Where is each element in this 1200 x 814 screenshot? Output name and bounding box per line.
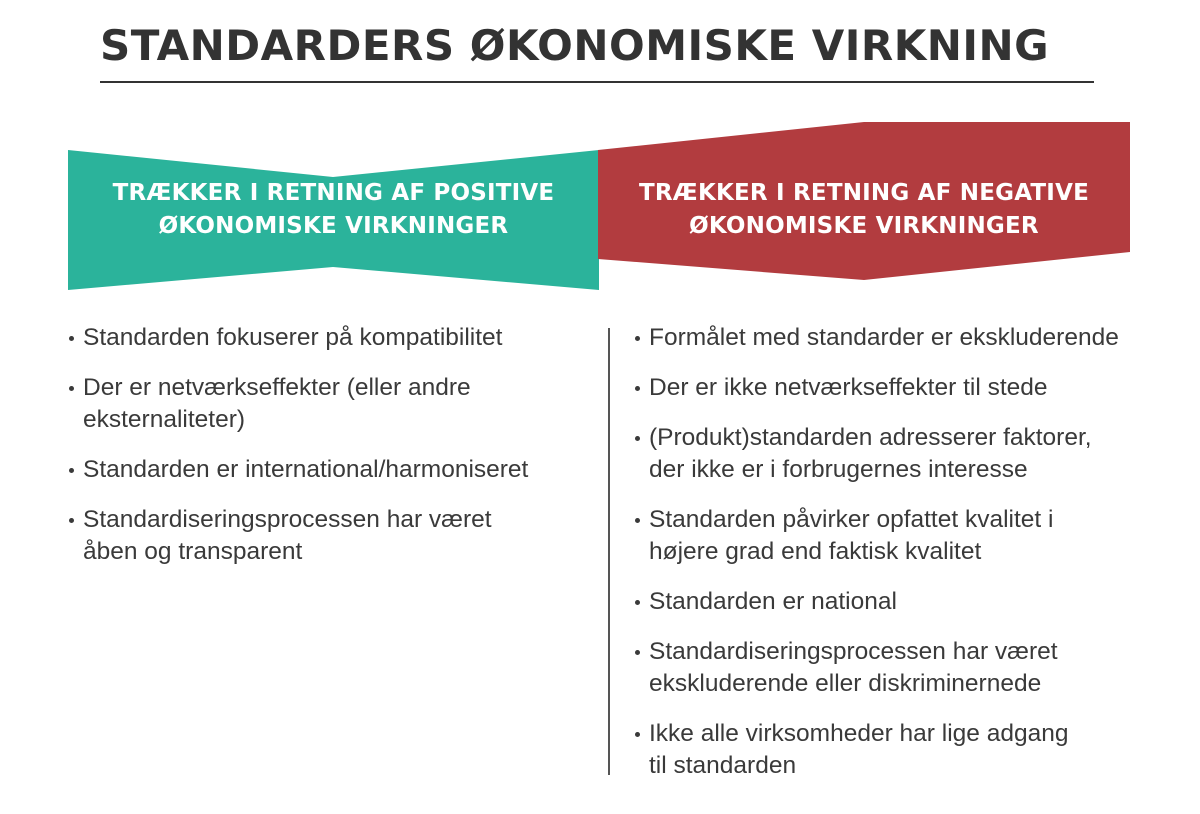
negative-list-item — [632, 422, 1172, 486]
positive-list-item — [66, 454, 596, 486]
negative-list-item — [632, 636, 1172, 700]
page-title: STANDARDERS ØKONOMISKE VIRKNING — [100, 21, 1050, 70]
negative-list — [632, 322, 1172, 800]
negative-list-item — [632, 586, 1172, 618]
positive-list — [66, 322, 596, 586]
positive-item-text: åben og transparent — [83, 538, 303, 565]
negative-item-text: Formålet med standarder er ekskluderende — [649, 324, 1119, 351]
column-divider — [608, 328, 610, 775]
negative-list-item — [632, 504, 1172, 568]
negative-item-text: (Produkt)standarden adresserer faktorer, — [649, 424, 1092, 451]
negative-item-text: højere grad end faktisk kvalitet — [649, 538, 982, 565]
positive-list-item — [66, 504, 596, 568]
positive-item-text: eksternaliteter) — [83, 406, 246, 433]
negative-banner-line1: TRÆKKER I RETNING AF NEGATIVE — [639, 180, 1089, 206]
negative-item-text: ekskluderende eller diskriminernede — [649, 670, 1042, 697]
positive-item-text: Der er netværkseffekter (eller andre — [83, 374, 471, 401]
negative-item-text: til standarden — [649, 752, 797, 779]
positive-banner-label — [68, 177, 599, 243]
positive-banner-line1: TRÆKKER I RETNING AF POSITIVE — [112, 180, 555, 206]
negative-item-text: der ikke er i forbrugernes interesse — [649, 456, 1028, 483]
positive-list-item — [66, 372, 596, 436]
negative-item-text: Standarden er national — [649, 588, 897, 615]
negative-list-item — [632, 718, 1172, 782]
negative-item-text: Ikke alle virksomheder har lige adgang — [649, 720, 1069, 747]
negative-item-text: Der er ikke netværkseffekter til stede — [649, 374, 1048, 401]
positive-list-item — [66, 322, 596, 354]
positive-item-text: Standarden er international/harmoniseret — [83, 456, 529, 483]
negative-banner — [598, 122, 1130, 280]
negative-banner-label — [598, 177, 1130, 243]
negative-banner-line2: ØKONOMISKE VIRKNINGER — [689, 213, 1039, 239]
title-divider — [100, 81, 1094, 83]
negative-item-text: Standarden påvirker opfattet kvalitet i — [649, 506, 1054, 533]
negative-list-item — [632, 322, 1172, 354]
positive-banner — [68, 150, 599, 290]
negative-list-item — [632, 372, 1172, 404]
positive-banner-line2: ØKONOMISKE VIRKNINGER — [158, 213, 509, 239]
positive-item-text: Standarden fokuserer på kompatibilitet — [83, 324, 503, 351]
positive-item-text: Standardiseringsprocessen har været — [83, 506, 492, 533]
negative-item-text: Standardiseringsprocessen har været — [649, 638, 1058, 665]
